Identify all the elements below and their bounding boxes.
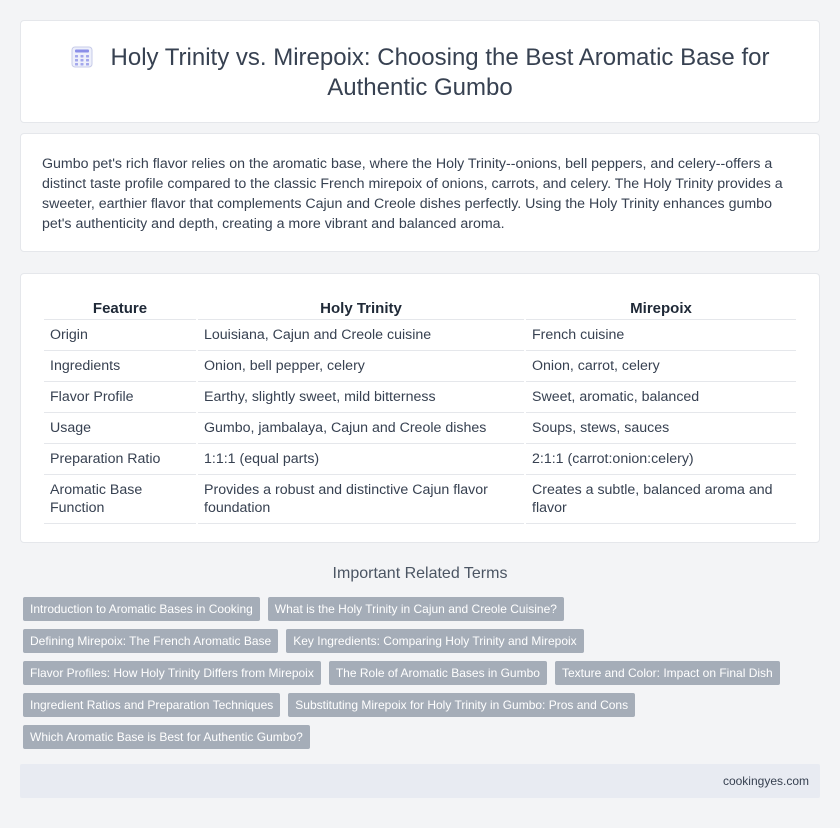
table-header-row [44,294,796,320]
related-term-link[interactable]: What is the Holy Trinity in Cajun and Creole Cuisine? [268,597,564,621]
page-title-text: Holy Trinity vs. Mirepoix: Choosing the Best Aromatic Base for Authentic Gumbo [110,44,770,101]
table-cell: Creates a subtle, balanced aroma and flavor [526,475,796,524]
related-terms-heading: Important Related Terms [332,565,508,582]
footer [20,764,820,798]
table-cell: Flavor Profile [44,382,196,413]
related-term-link[interactable]: Substituting Mirepoix for Holy Trinity in Gumbo: Pros and Cons [288,693,635,717]
table-cell: Soups, stews, sauces [526,413,796,444]
table-cell: Onion, carrot, celery [526,351,796,382]
table-cell: Earthy, slightly sweet, mild bitterness [198,382,524,413]
table-cell: Origin [44,320,196,351]
related-term-link[interactable]: Flavor Profiles: How Holy Trinity Differs from Mirepoix [23,661,321,685]
related-term-link[interactable]: Texture and Color: Impact on Final Dish [555,661,780,685]
column-header-holy-trinity: Holy Trinity [198,294,524,320]
related-term-link[interactable]: Which Aromatic Base is Best for Authentic Gumbo? [23,725,310,749]
table-cell: Sweet, aromatic, balanced [526,382,796,413]
table-row [44,320,796,351]
related-term-link[interactable]: The Role of Aromatic Bases in Gumbo [329,661,547,685]
table-cell: French cuisine [526,320,796,351]
column-header-feature: Feature [44,294,196,320]
table-cell: Provides a robust and distinctive Cajun flavor foundation [198,475,524,524]
column-header-mirepoix: Mirepoix [526,294,796,320]
table-cell: Preparation Ratio [44,444,196,475]
table-cell: Usage [44,413,196,444]
table-cell: Ingredients [44,351,196,382]
table-row [44,382,796,413]
table-row [44,475,796,524]
table-cell: Onion, bell pepper, celery [198,351,524,382]
table-row [44,351,796,382]
related-term-link[interactable]: Defining Mirepoix: The French Aromatic Base [23,629,278,653]
related-term-link[interactable]: Key Ingredients: Comparing Holy Trinity and Mirepoix [286,629,583,653]
table-row [44,444,796,475]
related-term-link[interactable]: Introduction to Aromatic Bases in Cooking [23,597,260,621]
table-cell: 1:1:1 (equal parts) [198,444,524,475]
header-card [20,20,820,123]
table-cell: Louisiana, Cajun and Creole cuisine [198,320,524,351]
intro-paragraph: Gumbo pet's rich flavor relies on the aromatic base, where the Holy Trinity--onions, bell peppers, and celery--offers a distinct taste profile compared to the classic French mirepoix of onions, carrots, and celery. The Holy Trinity provides a sweeter, earthier flavor that complements Cajun and Creole dishes perfectly. Using the Holy Trinity enhances gumbo pet's authenticity and depth, creating a more vibrant and balanced aroma. [42,156,783,232]
related-term-link[interactable]: Ingredient Ratios and Preparation Techniques [23,693,280,717]
calculator-grid-icon [71,46,93,68]
table-cell: Gumbo, jambalaya, Cajun and Creole dishes [198,413,524,444]
footer-site-name: cookingyes.com [722,774,809,788]
comparison-table [42,294,798,524]
table-cell: 2:1:1 (carrot:onion:celery) [526,444,796,475]
table-cell: Aromatic Base Function [44,475,196,524]
related-terms-list [23,597,813,749]
intro-card [20,133,820,252]
comparison-table-card [20,273,820,543]
table-row [44,413,796,444]
page-title [61,43,779,103]
